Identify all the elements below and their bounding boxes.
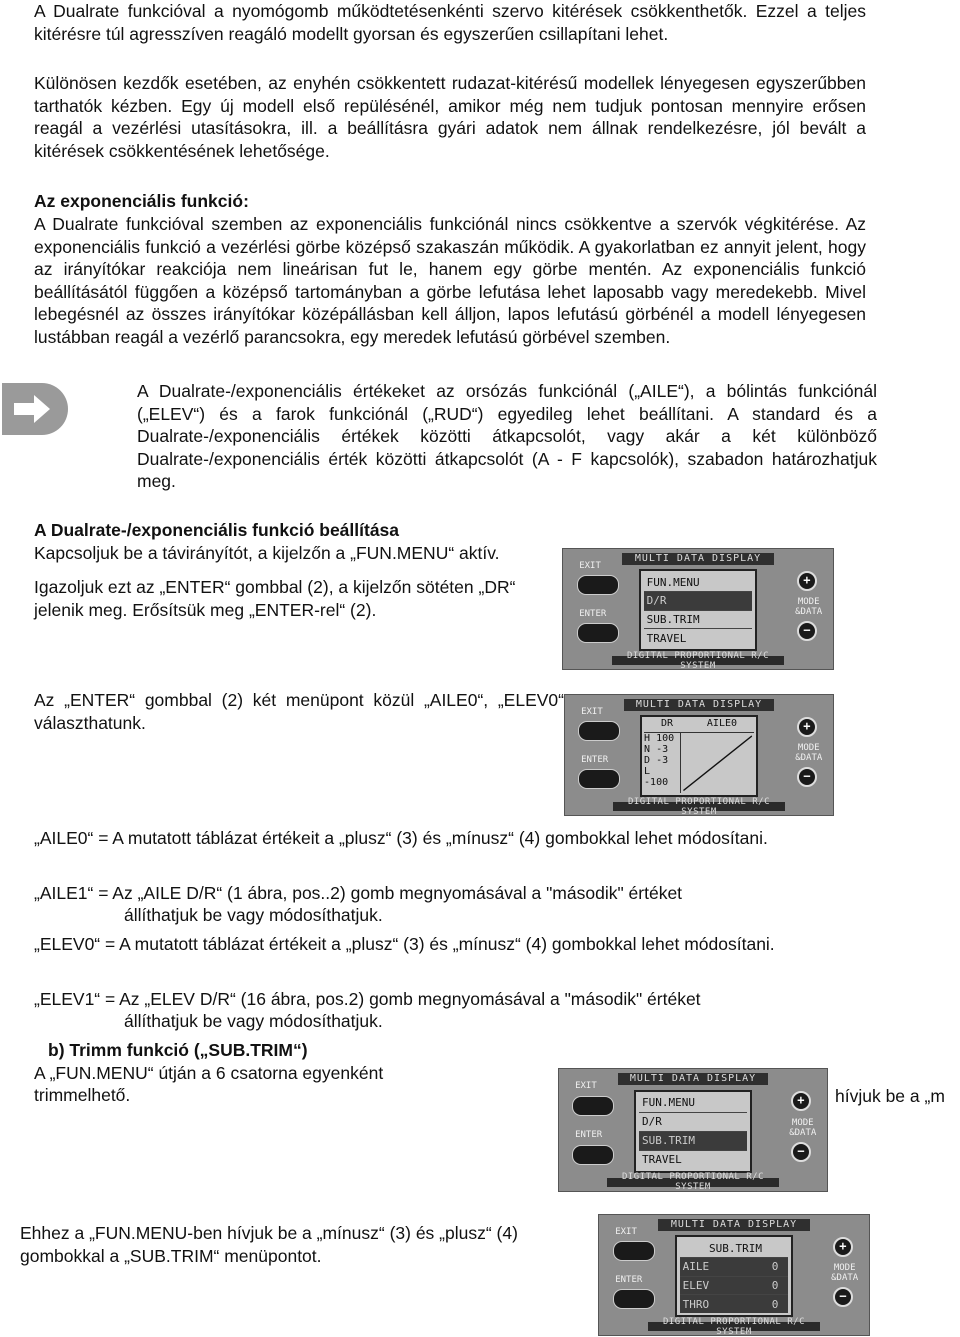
menu-item: FUN.MENU [639, 1094, 747, 1113]
dr-values: H 100 N -3 D -3 L -100 [644, 733, 681, 793]
dr-curve-graph [681, 733, 754, 793]
mode-label: MODE [833, 1263, 856, 1273]
subtrim-row-thro: THRO 0 [680, 1295, 789, 1313]
exit-button[interactable] [613, 1241, 655, 1261]
enter-button[interactable] [577, 623, 619, 643]
subtrim-instruction: Ehhez a „FUN.MENU-ben hívjuk be a „mínusz“ (3) és „plusz“ (4) gombokkal a „SUB.TRIM“ menüpontot. [20, 1223, 518, 1266]
aile1-desc-cont: állíthatjuk be vagy módosíthatjuk. [124, 905, 383, 925]
mode-label: MODE [797, 597, 820, 607]
enter-button[interactable] [578, 769, 620, 789]
display-header: MULTI DATA DISPLAY [622, 553, 773, 565]
setup-step2: Igazoljuk ezt az „ENTER“ gombbal (2), a kijelzőn sötéten „DR“ jelenik meg. Erősítsük meg „ENTER-rel“ (2). [34, 577, 516, 620]
subtrim-row-elev: ELEV 0 [680, 1277, 789, 1296]
subtrim-row-aile: AILE 0 [680, 1258, 789, 1277]
minus-button[interactable]: − [791, 1142, 811, 1162]
data-label: &DATA [795, 752, 823, 763]
minus-button[interactable]: − [833, 1287, 853, 1307]
display-footer: DIGITAL PROPORTIONAL R/C SYSTEM [612, 656, 785, 666]
enter-button[interactable] [572, 1145, 614, 1165]
mode-label: MODE [791, 1117, 814, 1128]
display-header: MULTI DATA DISPLAY [658, 1219, 809, 1231]
exit-label: EXIT [581, 707, 603, 717]
display-fun-menu [562, 548, 834, 670]
note-paragraph: A Dualrate-/exponenciális értékeket az orsózás funkciónál („AILE“), a bólintás funkciónál („ELEV“) és a farok funkciónál („RUD“) egyedileg lehet beállítani. A standard és a Dualrate-/exponenciális értékek közötti átkapcsolót, vagy akár a két különböző Dualrate-/exponenciális érték közötti átkapcsolót (A - F kapcsolók), szabadon határozhatjuk meg. [137, 381, 877, 492]
arrow-right-icon [2, 383, 68, 435]
enter-button[interactable] [613, 1289, 655, 1309]
exit-button[interactable] [577, 575, 619, 595]
display-footer: DIGITAL PROPORTIONAL R/C SYSTEM [613, 802, 785, 812]
display-header: MULTI DATA DISPLAY [618, 1073, 768, 1085]
menu-item: TRAVEL [646, 631, 687, 645]
trim-desc-line1: A „FUN.MENU“ útján a 6 csatorna egyenként [34, 1063, 384, 1083]
lcd-screen [639, 569, 758, 651]
display-footer: DIGITAL PROPORTIONAL R/C SYSTEM [607, 1178, 779, 1188]
exit-label: EXIT [579, 561, 601, 571]
trim-desc-line2: trimmelhető. [34, 1085, 131, 1105]
lcd-screen [675, 1235, 794, 1317]
elev0-desc: „ELEV0“ = A mutatott táblázat értékeit a „plusz“ (3) és „mínusz“ (4) gombokkal lehet módosítani. [34, 934, 775, 954]
aile0-desc: „AILE0“ = A mutatott táblázat értékeit a „plusz“ (3) és „mínusz“ (4) gombokkal lehet módosítani. [34, 828, 768, 848]
data-label: &DATA [795, 606, 823, 617]
minus-button[interactable]: − [797, 621, 817, 641]
enter-label: ENTER [581, 755, 609, 765]
exit-label: EXIT [615, 1227, 637, 1237]
subtrim-title: SUB.TRIM [680, 1239, 789, 1258]
expo-heading: Az exponenciális funkció: [34, 191, 249, 211]
mode-label: MODE [797, 743, 820, 753]
enter-label: ENTER [615, 1275, 643, 1285]
plus-button[interactable]: + [797, 717, 817, 737]
menu-item: D/R [639, 1113, 747, 1132]
exit-button[interactable] [578, 721, 620, 741]
data-label: &DATA [831, 1272, 859, 1283]
elev1-desc: „ELEV1“ = Az „ELEV D/R“ (16 ábra, pos.2) gomb megnyomásával a "második" értéket [34, 989, 701, 1009]
menu-item-selected: D/R [644, 592, 753, 611]
menu-item: TRAVEL [642, 1153, 682, 1167]
lcd-screen [634, 1090, 752, 1173]
exit-button[interactable] [572, 1096, 614, 1116]
display-header: MULTI DATA DISPLAY [624, 699, 774, 711]
plus-button[interactable]: + [797, 571, 817, 591]
trim-heading: b) Trimm funkció („SUB.TRIM“) [48, 1040, 308, 1060]
lcd-screen [640, 715, 758, 797]
elev1-desc-cont: állíthatjuk be vagy módosíthatjuk. [124, 1011, 383, 1031]
plus-button[interactable]: + [833, 1237, 853, 1257]
enter-label: ENTER [579, 609, 607, 619]
menu-item-selected: SUB.TRIM [639, 1132, 747, 1151]
enter-label: ENTER [575, 1130, 603, 1140]
trim-desc-tail: hívjuk be a „m [835, 1086, 945, 1106]
menu-item: FUN.MENU [644, 573, 753, 592]
beginner-paragraph: Különösen kezdők esetében, az enyhén csökkentett rudazat-kitérésű modellek lényegesen egyszerűbben tarthatók kézben. Egy új modell első repülésénél, amikor még nem tudjuk pontosan mennyire erősen reagál a vezérlési utasításokra, ill. a beállításra gyári adatok nem állnak rendelkezésre, jól bevált a kitérések csökkentésének lehetősége. [34, 73, 866, 161]
aile1-desc: „AILE1“ = Az „AILE D/R“ (1 ábra, pos..2) gomb megnyomásával a "második" értéket [34, 883, 683, 903]
setup-step1: Kapcsoljuk be a távirányítót, a kijelzőn a „FUN.MENU“ aktív. [34, 543, 500, 563]
menu-item: SUB.TRIM [644, 611, 753, 630]
display-subtrim [598, 1214, 870, 1336]
display-dr [564, 694, 834, 816]
enter-choice-paragraph: Az „ENTER“ gombbal (2) két menüpont közül „AILE0“, „ELEV0“ választhatunk. [34, 690, 564, 733]
display-footer: DIGITAL PROPORTIONAL R/C SYSTEM [648, 1322, 821, 1332]
intro-paragraph: A Dualrate funkcióval a nyomógomb működtetésenkénti szervo kitérések csökkenthetők. Ezzel a teljes kitérésre túl agresszíven reagáló modellt gyorsan és egyszerűen csillapítani lehet. [34, 1, 866, 44]
setup-heading: A Dualrate-/exponenciális funkció beállítása [34, 520, 400, 540]
exit-label: EXIT [575, 1081, 597, 1092]
plus-button[interactable]: + [791, 1091, 811, 1111]
dr-header: DR AILE0 [644, 718, 754, 733]
display-fun-menu-subtrim [558, 1068, 828, 1192]
expo-paragraph: A Dualrate funkcióval szemben az exponenciális funkciónál nincs csökkentve a szervók végkitérése. Az exponenciális funkció a vezérlési görbe középső szakaszán működik. A gyakorlatban ez annyit jelent, hogy az irányítókar reakciója nem lineárisan fut le, hanem egy görbe mentén. Az exponenciális funkció beállításától függően a középső tartományban a görbe lefutása lehet laposabb vagy meredekebb. Mivel lebegésnél az összes irányítókar középállásban kell álljon, lapos lefutású görbénél a modell lényegesen lustábban reagál a vezérlő parancsokra, egy meredek lefutású görbével szemben. [34, 214, 866, 347]
data-label: &DATA [789, 1127, 817, 1138]
minus-button[interactable]: − [797, 767, 817, 787]
